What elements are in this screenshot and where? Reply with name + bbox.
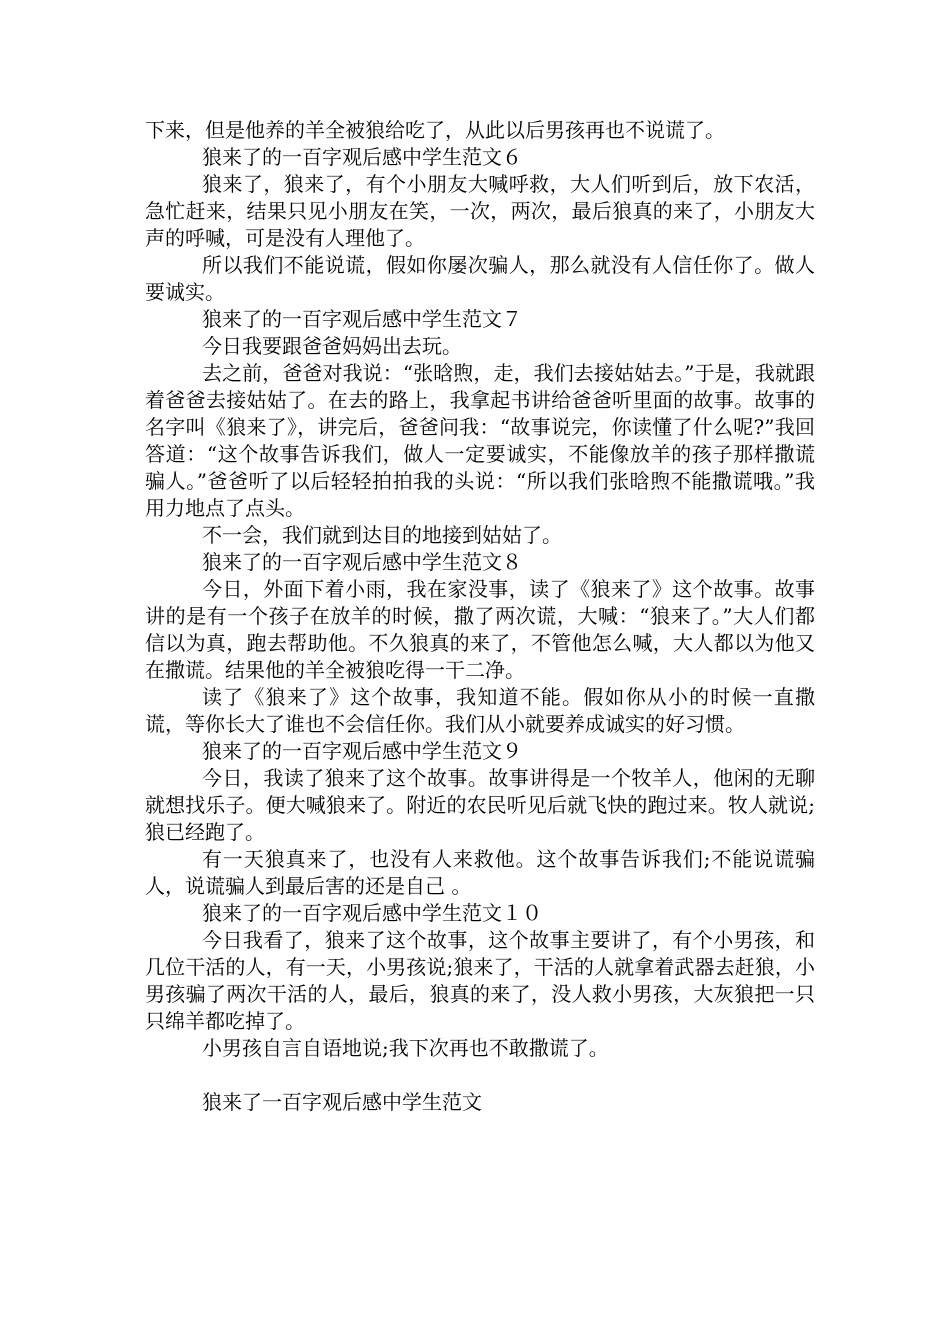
paragraph: 有一天狼真来了，也没有人来救他。这个故事告诉我们;不能说谎骗人，说谎骗人到最后害的还是自己 。 xyxy=(145,847,815,898)
paragraph: 狼来了，狼来了，有个小朋友大喊呼救，大人们听到后，放下农活，急忙赶来，结果只见小朋友在笑，一次，两次，最后狼真的来了，小朋友大声的呼喊，可是没有人理他了。 xyxy=(145,172,815,250)
paragraph-continuation: 下来，但是他养的羊全被狼给吃了，从此以后男孩再也不说谎了。 xyxy=(145,118,725,142)
paragraph: 读了《狼来了》这个故事，我知道不能。假如你从小的时候一直撒谎，等你长大了谁也不会信任你。我们从小就要养成诚实的好习惯。 xyxy=(145,685,815,736)
section-heading-8: 狼来了的一百字观后感中学生范文８ xyxy=(202,550,522,574)
section-heading-10: 狼来了的一百字观后感中学生范文１０ xyxy=(202,901,542,925)
blank-line xyxy=(145,1062,815,1089)
paragraph: 今日我要跟爸爸妈妈出去玩。 xyxy=(202,334,462,358)
paragraph: 所以我们不能说谎，假如你屡次骗人，那么就没有人信任你了。做人要诚实。 xyxy=(145,253,815,304)
paragraph: 去之前，爸爸对我说：“张晗煦，走，我们去接姑姑去。”于是，我就跟着爸爸去接姑姑了。在去的路上，我拿起书讲给爸爸听里面的故事。故事的名字叫《狼来了》，讲完后，爸爸问我：“故事说完，你读懂了什么呢?”我回答道：“这个故事告诉我们，做人一定要诚实，不能像放羊的孩子那样撒谎骗人。”爸爸听了以后轻轻拍拍我的头说：“所以我们张晗煦不能撒谎哦。”我用力地点了点头。 xyxy=(145,361,815,520)
section-heading-9: 狼来了的一百字观后感中学生范文９ xyxy=(202,739,522,763)
section-heading-7: 狼来了的一百字观后感中学生范文７ xyxy=(202,307,522,331)
section-heading-6: 狼来了的一百字观后感中学生范文６ xyxy=(202,145,522,169)
paragraph: 今日，我读了狼来了这个故事。故事讲得是一个牧羊人，他闲的无聊就想找乐子。便大喊狼来了。附近的农民听见后就飞快的跑过来。牧人就说;狼已经跑了。 xyxy=(145,766,815,844)
paragraph: 今日，外面下着小雨，我在家没事，读了《狼来了》这个故事。故事讲的是有一个孩子在放羊的时候，撒了两次谎，大喊：“狼来了。”大人们都信以为真，跑去帮助他。不久狼真的来了，不管他怎么喊，大人都以为他又在撒谎。结果他的羊全被狼吃得一干二净。 xyxy=(145,577,815,682)
paragraph: 不一会，我们就到达目的地接到姑姑了。 xyxy=(202,523,562,547)
paragraph: 今日我看了，狼来了这个故事，这个故事主要讲了，有个小男孩，和几位干活的人，有一天，小男孩说;狼来了，干活的人就拿着武器去赶狼，小男孩骗了两次干活的人，最后，狼真的来了，没人救小男孩，大灰狼把一只只绵羊都吃掉了。 xyxy=(145,928,815,1033)
document-body xyxy=(145,117,815,1116)
closing-title: 狼来了一百字观后感中学生范文 xyxy=(202,1090,482,1114)
paragraph: 小男孩自言自语地说;我下次再也不敢撒谎了。 xyxy=(202,1036,609,1060)
